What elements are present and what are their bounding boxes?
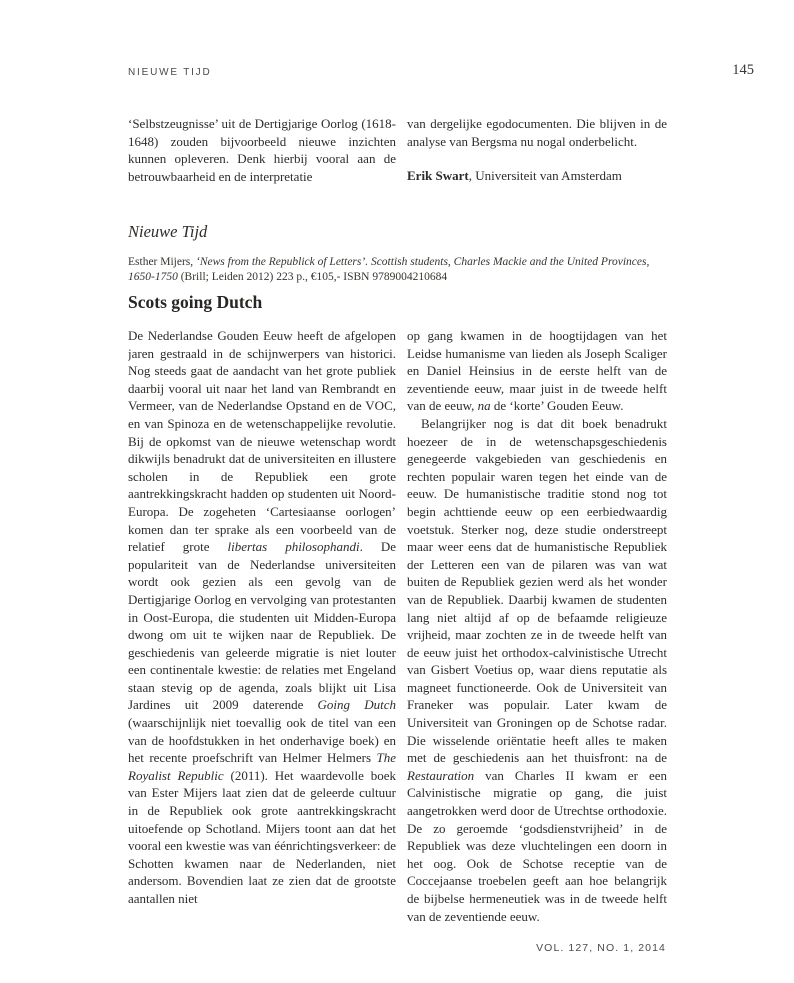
volume-footer: VOL. 127, NO. 1, 2014 bbox=[536, 942, 666, 954]
text-segment: op gang kwamen in de hoogtijdagen van het Leidse humanisme van lieden als Joseph Scaliger en Daniel Heinsius in de eerste helft van de zeventiende eeuw, maar juist in de tweede helft van de eeuw, bbox=[407, 328, 667, 414]
running-head: NIEUWE TIJD bbox=[128, 67, 212, 78]
text-segment: (waarschijnlijk niet toevallig ook de titel van een van de hoofdstukken in het onderhavige boek) en het recente proefschrift van Helmer Helmers bbox=[128, 715, 396, 766]
italic-text-segment: libertas philosophandi bbox=[227, 539, 360, 555]
italic-text-segment: ‘News from the Republick of Letters’. Scottish students, Charles Mackie and the United Provinces, 1650-1750 bbox=[128, 256, 650, 284]
text-segment: van dergelijke egodocumenten. Die blijven in de analyse van Bergsma nu nogal onderbelicht. bbox=[407, 116, 667, 149]
text-segment: Esther Mijers, bbox=[128, 256, 197, 268]
italic-text-segment: Going Dutch bbox=[317, 697, 396, 713]
text-segment: (Brill; Leiden 2012) 223 p., €105,- ISBN 9789004210684 bbox=[177, 271, 448, 284]
previous-review-text-left bbox=[128, 115, 396, 185]
book-bibliography bbox=[128, 255, 668, 286]
text-segment: . De populariteit van de Nederlandse universiteiten wordt ook gezien als een gevolg van de Dertigjarige Oorlog en vervolging van protestanten in Oost-Europa, die studenten uit Midden-Europa dwong om uit te wijken naar de Republiek. De geschiedenis van geleerde migratie is niet louter een continentale kwestie: de relaties met Engeland staan stevig op de agenda, zoals blijkt uit Lisa Jardines uit 2009 daterende bbox=[128, 539, 396, 713]
reviewer-name: Erik Swart bbox=[407, 168, 469, 184]
body-paragraph bbox=[407, 327, 667, 415]
reviewer-affiliation: , Universiteit van Amsterdam bbox=[468, 168, 622, 184]
previous-review-text-right bbox=[407, 115, 667, 150]
text-segment: de ‘korte’ Gouden Eeuw. bbox=[490, 398, 624, 414]
review-body-right-column bbox=[407, 327, 667, 941]
text-segment: Belangrijker nog is dat dit boek benadrukt hoezeer de in de wetenschapsgeschiedenis genegeerde vakgebieden van geschiedenis en rechten populair waren tegen het einde van de eeuw. De humanistische traditie stond nog tot begin achttiende eeuw op een eerbiedwaardig voetstuk. Sterker nog, deze studie onderstreept maar weer eens dat de humanistische Republiek der Letteren een van de pilaren was van wat buiten de Republiek gezien werd als het wonder van de Republiek. Daarbij kwamen de studenten lang niet altijd af op de befaamde religieuze vrijheid, maar zochten ze in de tweede helft van de eeuw juist het orthodox-calvinistische Utrecht van Gisbert Voetius op, waar diens reputatie als magneet functioneerde. Ook de Universiteit van Franeker was populair. Later kwam de Universiteit van Groningen op de Schotse radar. Die wisselende oriëntatie heeft alles te maken met de geschiedenis aan het thuisfront: na de bbox=[407, 415, 667, 766]
body-paragraph bbox=[128, 327, 396, 908]
previous-review-left-column bbox=[128, 115, 396, 185]
reviewer-signature bbox=[407, 167, 667, 185]
italic-text-segment: na bbox=[477, 398, 491, 414]
text-segment: (2011). Het waardevolle boek van Ester Mijers laat zien dat de geleerde cultuur in de Republiek ook grote aantrekkingskracht uitoefende op Schotland. Mijers toont aan dat het vooral een kwestie was van éénrichtingsverkeer: de Schotten kwamen naar de Nederlanden, niet andersom. Bovendien laat ze zien dat de grootste aantallen niet bbox=[128, 767, 396, 906]
review-title: Scots going Dutch bbox=[128, 292, 263, 312]
section-heading: Nieuwe Tijd bbox=[128, 222, 208, 241]
previous-review-right-column bbox=[407, 115, 667, 185]
text-segment: van Charles II kwam er een Calvinistische migratie op gang, die juist aangetrokken werd door de Utrechtse orthodoxie. De zo geroemde ‘godsdienstvrijheid’ in de Republiek was deze vluchtelingen een doorn in het oog. Ook de Schotse receptie van de Coccejaanse troebelen geeft aan hoe belangrijk de bijbelse hermeneutiek was in de tweede helft van de zeventiende eeuw. bbox=[407, 767, 667, 924]
italic-text-segment: The Royalist Republic bbox=[128, 750, 396, 783]
text-segment: De Nederlandse Gouden Eeuw heeft de afgelopen jaren gestraald in de schijnwerpers van historici. Nog steeds gaat de aandacht van het grote publiek daarbij vooral uit naar het land van Rembrandt en Vermeer, van de Nederlandse Opstand en de VOC, en van Spinoza en de wetenschappelijke revolutie. Bij de opkomst van de nieuwe wetenschap wordt dikwijls benadrukt dat de universiteiten en illustere scholen in de Republiek een grote aantrekkingskracht hadden op studenten uit Noord-Europa. De zogeheten ‘Cartesiaanse oorlogen’ komen dan ter sprake als een voorbeeld van de relatief grote bbox=[128, 328, 396, 555]
body-paragraph bbox=[407, 415, 667, 925]
italic-text-segment: Restauration bbox=[407, 767, 475, 783]
text-segment: ‘Selbstzeugnisse’ uit de Dertigjarige Oorlog (1618-1648) zouden bijvoorbeeld nieuwe inzichten kunnen opleveren. Denk hierbij vooral aan de betrouwbaarheid en de interpretatie bbox=[128, 116, 396, 184]
review-body-left-column bbox=[128, 327, 396, 941]
page-number: 145 bbox=[732, 62, 754, 78]
